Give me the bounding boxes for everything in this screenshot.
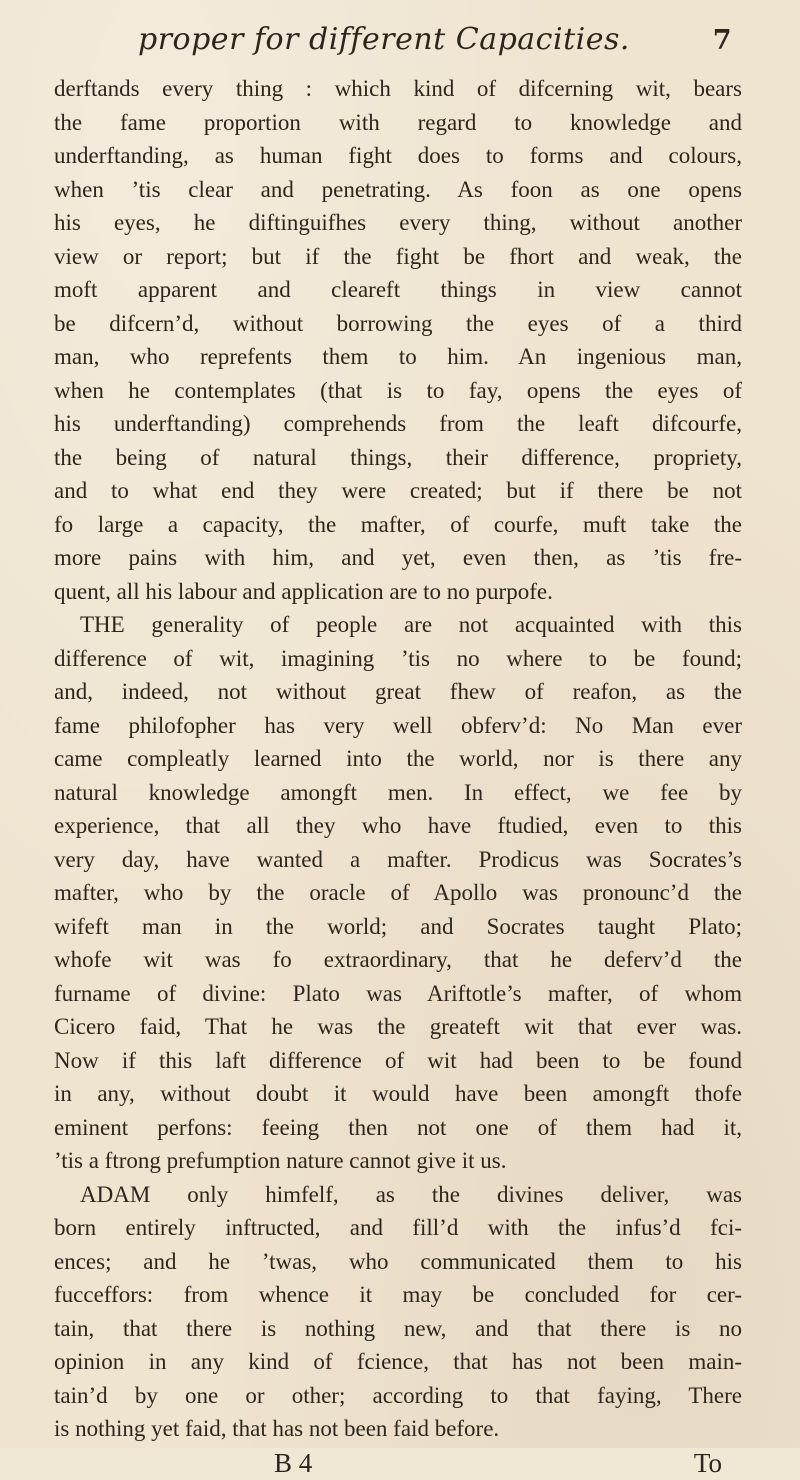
text-line: fo large a capacity, the mafter, of courfe, muft take the [54,511,742,537]
text-line: when ’tis clear and penetrating. As foon as one opens [54,176,742,202]
text-line: Now if this laft difference of wit had been to be found [54,1047,742,1073]
text-line: and, indeed, not without great fhew of reafon, as the [54,679,742,704]
text-line: more pains with him, and yet, even then, as ’tis fre- [54,545,742,570]
text-line: very day, have wanted a mafter. Prodicus was Socrates’s [54,846,742,872]
text-line: eminent perfons: feeing then not one of them had it, [54,1114,742,1140]
text-line: opinion in any kind of fcience, that has not been main- [54,1349,742,1374]
text-line: derftands every thing : which kind of difcerning wit, bears [54,76,742,101]
text-line: natural knowledge amongft men. In effect, we fee by [54,779,742,805]
text-line: experience, that all they who have ftudied, even to this [54,813,742,838]
running-head-title: proper for different Capacities. [138,22,630,57]
text-line: in any, without doubt it would have been amongft thofe [54,1081,742,1106]
text-line: difference of wit, imagining ’tis no where to be found; [54,645,742,671]
text-line: whofe wit was fo extraordinary, that he deferv’d the [54,947,742,972]
text-line: be difcern’d, without borrowing the eyes of a third [54,310,742,336]
signature-mark: B 4 [274,1447,313,1478]
text-line: tain’d by one or other; according to that faying, There [54,1382,742,1408]
running-head [54,22,742,64]
text-line: ences; and he ’twas, who communicated them to his [54,1248,742,1274]
text-line: wifeft man in the world; and Socrates taught Plato; [54,913,742,939]
text-line: man, who reprefents them to him. An ingenious man, [54,344,742,369]
text-line: is nothing yet faid, that has not been faid before. [54,1416,500,1441]
text-line: the fame proportion with regard to knowledge and [54,109,742,135]
catchword: To [693,1447,722,1478]
text-line: mafter, who by the oracle of Apollo was pronounc’d the [54,880,742,905]
text-line: quent, all his labour and application are to no purpofe. [54,578,553,604]
text-line: his underftanding) comprehends from the leaft difcourfe, [54,411,742,436]
text-line: Cicero faid, That he was the greateft wit that ever was. [54,1014,742,1039]
page-footer [54,1446,742,1480]
text-line: when he contemplates (that is to fay, opens the eyes of [54,377,742,403]
text-line: born entirely inftructed, and fill’d with the infus’d fci- [54,1215,742,1240]
page-number: 7 [712,25,732,56]
text-line: fucceffors: from whence it may be concluded for cer- [54,1282,742,1307]
text-line: the being of natural things, their difference, propriety, [54,444,742,470]
text-line: moft apparent and cleareft things in view cannot [54,277,742,302]
text-line: underftanding, as human fight does to forms and colours, [54,143,742,168]
text-line: and to what end they were created; but if there be not [54,478,742,503]
paragraph-start-line: ADAM only himfelf, as the divines deliver, was [80,1181,742,1207]
text-line: fame philofopher has very well obferv’d: No Man ever [54,712,742,738]
text-line: tain, that there is nothing new, and that there is no [54,1315,742,1341]
body-text [54,72,742,1446]
text-line: ’tis a ftrong prefumption nature cannot give it us. [54,1148,507,1173]
paragraph-start-line: THE generality of people are not acquainted with this [80,612,742,637]
text-line: view or report; but if the fight be fhort and weak, the [54,243,742,269]
text-line: his eyes, he diftinguifhes every thing, without another [54,210,742,235]
text-line: came compleatly learned into the world, nor is there any [54,746,742,771]
text-line: furname of divine: Plato was Ariftotle’s mafter, of whom [54,980,742,1006]
